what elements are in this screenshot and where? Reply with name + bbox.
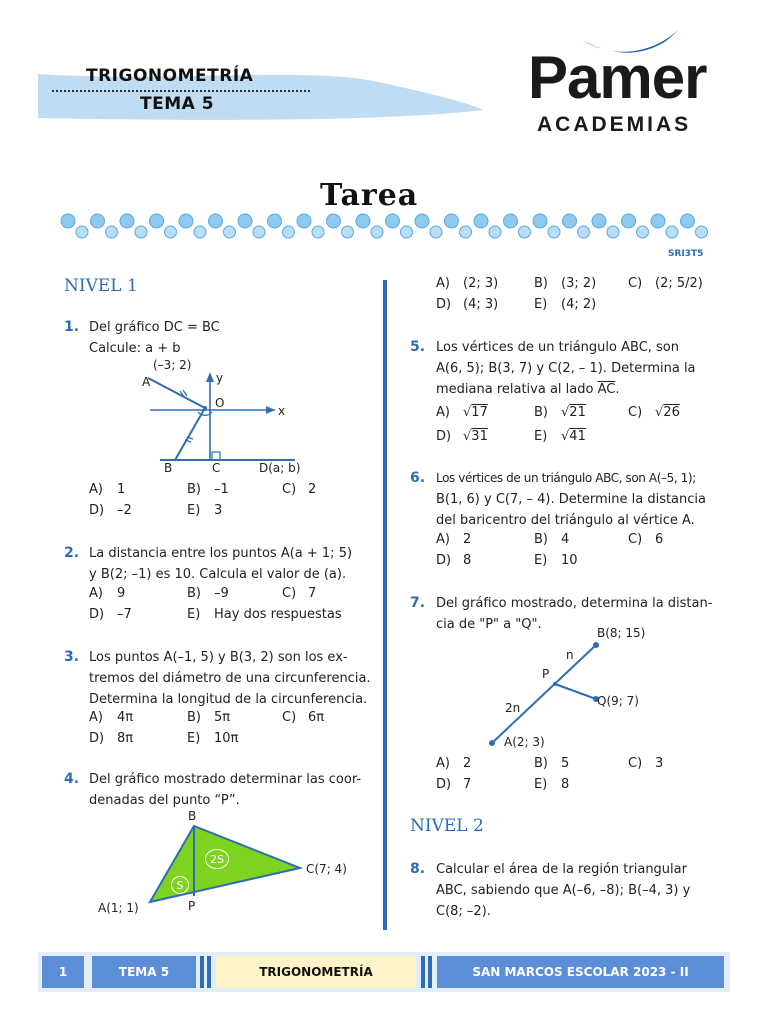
option-value: –9 bbox=[214, 586, 229, 601]
question-text: Del gráfico mostrado determinar las coor- bbox=[89, 772, 362, 787]
option-value: 3 bbox=[214, 503, 223, 518]
question-number: 3. bbox=[64, 649, 80, 665]
option-value: 4π bbox=[117, 710, 134, 725]
question-text: del baricentro del triángulo al vértice A. bbox=[436, 513, 695, 528]
question-text: cia de "P" a "Q". bbox=[436, 617, 542, 632]
option-value: (3; 2) bbox=[561, 276, 597, 291]
q4-label-P: P bbox=[188, 899, 196, 913]
option-value: –1 bbox=[214, 482, 229, 497]
option-value: 9 bbox=[117, 586, 126, 601]
q4-area-s: S bbox=[171, 876, 189, 894]
option-label: C) bbox=[628, 756, 643, 771]
question-text: Calcule: a + b bbox=[89, 341, 181, 356]
footer-subject: TRIGONOMETRÍA bbox=[216, 956, 416, 988]
option-value: 10π bbox=[214, 731, 239, 746]
question-text: ABC, sabiendo que A(–6, –8); B(–4, 3) y bbox=[436, 883, 691, 898]
option-value: √26 bbox=[655, 405, 680, 420]
option-label: B) bbox=[534, 756, 548, 771]
option-value: 2 bbox=[463, 532, 472, 547]
brand-subtitle: ACADEMIAS bbox=[537, 113, 692, 136]
q7-label-B: B(8; 15) bbox=[597, 626, 646, 640]
q7-label-A: A(2; 3) bbox=[504, 735, 545, 749]
option-label: B) bbox=[187, 710, 201, 725]
q7-label-n: n bbox=[566, 648, 574, 662]
q7-label-2n: 2n bbox=[505, 701, 521, 715]
option-label: C) bbox=[282, 710, 297, 725]
question-number: 1. bbox=[64, 319, 80, 335]
subject-title: TRIGONOMETRÍA bbox=[86, 66, 254, 86]
option-label: D) bbox=[436, 553, 452, 568]
option-label: E) bbox=[187, 607, 201, 622]
option-label: D) bbox=[436, 777, 452, 792]
question-text: Del gráfico mostrado, determina la distan- bbox=[436, 596, 713, 611]
footer-school: SAN MARCOS ESCOLAR 2023 - II bbox=[437, 956, 724, 988]
option-label: D) bbox=[89, 503, 105, 518]
q7-figure bbox=[480, 635, 610, 750]
q4-area-2s: 2S bbox=[205, 849, 229, 869]
footer-divider bbox=[207, 956, 211, 988]
question-text: Los puntos A(–1, 5) y B(3, 2) son los ex- bbox=[89, 650, 348, 665]
option-value: (4; 3) bbox=[463, 297, 499, 312]
footer-divider bbox=[200, 956, 204, 988]
q1-label-D: D(a; b) bbox=[259, 461, 301, 475]
option-value: 2 bbox=[308, 482, 317, 497]
q1-label-x: x bbox=[278, 404, 286, 418]
question-number: 8. bbox=[410, 861, 426, 877]
option-label: E) bbox=[534, 429, 548, 444]
option-label: E) bbox=[534, 777, 548, 792]
option-label: D) bbox=[89, 731, 105, 746]
q4-label-C: C(7; 4) bbox=[306, 862, 347, 876]
option-label: E) bbox=[534, 297, 548, 312]
q4-label-B: B bbox=[188, 809, 197, 823]
option-label: E) bbox=[187, 503, 201, 518]
option-label: A) bbox=[89, 482, 103, 497]
footer-divider bbox=[428, 956, 432, 988]
option-value: 6 bbox=[655, 532, 664, 547]
option-value: (2; 3) bbox=[463, 276, 499, 291]
q1-label-A: A bbox=[142, 375, 151, 389]
document-code: SRI3T5 bbox=[668, 249, 704, 259]
option-value: 6π bbox=[308, 710, 325, 725]
q1-label-C: C bbox=[212, 461, 221, 475]
decorative-dot-border bbox=[60, 212, 710, 242]
footer-divider bbox=[421, 956, 425, 988]
option-value: –7 bbox=[117, 607, 132, 622]
option-value: 2 bbox=[463, 756, 472, 771]
question-text: denadas del punto “P”. bbox=[89, 793, 240, 808]
q7-label-P: P bbox=[542, 667, 550, 681]
option-value: 10 bbox=[561, 553, 578, 568]
option-label: B) bbox=[534, 405, 548, 420]
option-label: B) bbox=[534, 276, 548, 291]
option-label: D) bbox=[436, 297, 452, 312]
page-title: Tarea bbox=[320, 178, 419, 213]
question-number: 7. bbox=[410, 595, 426, 611]
nivel-1-heading: NIVEL 1 bbox=[64, 276, 138, 296]
question-text: Del gráfico DC = BC bbox=[89, 320, 220, 335]
option-value: √21 bbox=[561, 405, 586, 420]
footer-tema: TEMA 5 bbox=[92, 956, 196, 988]
question-text: y B(2; –1) es 10. Calcula el valor de (a). bbox=[89, 567, 347, 582]
q1-label-point: (–3; 2) bbox=[153, 358, 192, 372]
q1-label-O: O bbox=[215, 396, 225, 410]
q4-label-A: A(1; 1) bbox=[98, 901, 139, 915]
question-text: Determina la longitud de la circunferencia. bbox=[89, 692, 368, 707]
option-value: 7 bbox=[463, 777, 472, 792]
column-divider bbox=[383, 280, 387, 930]
option-label: C) bbox=[628, 276, 643, 291]
question-text: Los vértices de un triángulo ABC, son bbox=[436, 340, 680, 355]
option-label: C) bbox=[282, 482, 297, 497]
option-label: E) bbox=[187, 731, 201, 746]
option-label: C) bbox=[282, 586, 297, 601]
tema-title: TEMA 5 bbox=[140, 94, 215, 114]
question-number: 6. bbox=[410, 470, 426, 486]
footer-page-number: 1 bbox=[42, 956, 84, 988]
option-value: 8π bbox=[117, 731, 134, 746]
option-value: 8 bbox=[463, 553, 472, 568]
option-value: 8 bbox=[561, 777, 570, 792]
question-text: B(1, 6) y C(7, – 4). Determine la distancia bbox=[436, 492, 706, 507]
header-divider bbox=[52, 90, 310, 92]
option-value: Hay dos respuestas bbox=[214, 607, 342, 622]
option-value: 5 bbox=[561, 756, 570, 771]
question-text: tremos del diámetro de una circunferencia. bbox=[89, 671, 371, 686]
option-value: (2; 5/2) bbox=[655, 276, 703, 291]
option-label: A) bbox=[436, 532, 450, 547]
option-value: 4 bbox=[561, 532, 570, 547]
option-value: √17 bbox=[463, 405, 488, 420]
question-text: C(8; –2). bbox=[436, 904, 491, 919]
option-label: D) bbox=[89, 607, 105, 622]
option-label: D) bbox=[436, 429, 452, 444]
option-label: A) bbox=[89, 710, 103, 725]
option-label: B) bbox=[187, 586, 201, 601]
nivel-2-heading: NIVEL 2 bbox=[410, 816, 484, 836]
option-label: A) bbox=[436, 405, 450, 420]
option-label: B) bbox=[187, 482, 201, 497]
option-value: 5π bbox=[214, 710, 231, 725]
option-label: A) bbox=[436, 276, 450, 291]
q1-label-B: B bbox=[164, 461, 173, 475]
question-text: Calcular el área de la región triangular bbox=[436, 862, 687, 877]
question-text: Los vértices de un triángulo ABC, son A(–5, 1); bbox=[436, 471, 696, 485]
option-value: (4; 2) bbox=[561, 297, 597, 312]
option-label: E) bbox=[534, 553, 548, 568]
q1-label-y: y bbox=[216, 371, 224, 385]
option-label: C) bbox=[628, 405, 643, 420]
brand-logo: Pamer bbox=[528, 44, 707, 111]
option-value: 3 bbox=[655, 756, 664, 771]
question-text: mediana relativa al lado $\overline{AC}$. bbox=[436, 382, 620, 397]
question-number: 4. bbox=[64, 771, 80, 787]
option-value: √41 bbox=[561, 429, 586, 444]
question-text: A(6, 5); B(3, 7) y C(2, – 1). Determina la bbox=[436, 361, 696, 376]
option-label: C) bbox=[628, 532, 643, 547]
option-value: 1 bbox=[117, 482, 126, 497]
option-label: A) bbox=[89, 586, 103, 601]
q7-label-Q: Q(9; 7) bbox=[597, 694, 639, 708]
question-text: La distancia entre los puntos A(a + 1; 5) bbox=[89, 546, 353, 561]
option-label: B) bbox=[534, 532, 548, 547]
option-value: √31 bbox=[463, 429, 488, 444]
question-number: 2. bbox=[64, 545, 80, 561]
option-value: 7 bbox=[308, 586, 317, 601]
option-label: A) bbox=[436, 756, 450, 771]
option-value: –2 bbox=[117, 503, 132, 518]
question-number: 5. bbox=[410, 339, 426, 355]
